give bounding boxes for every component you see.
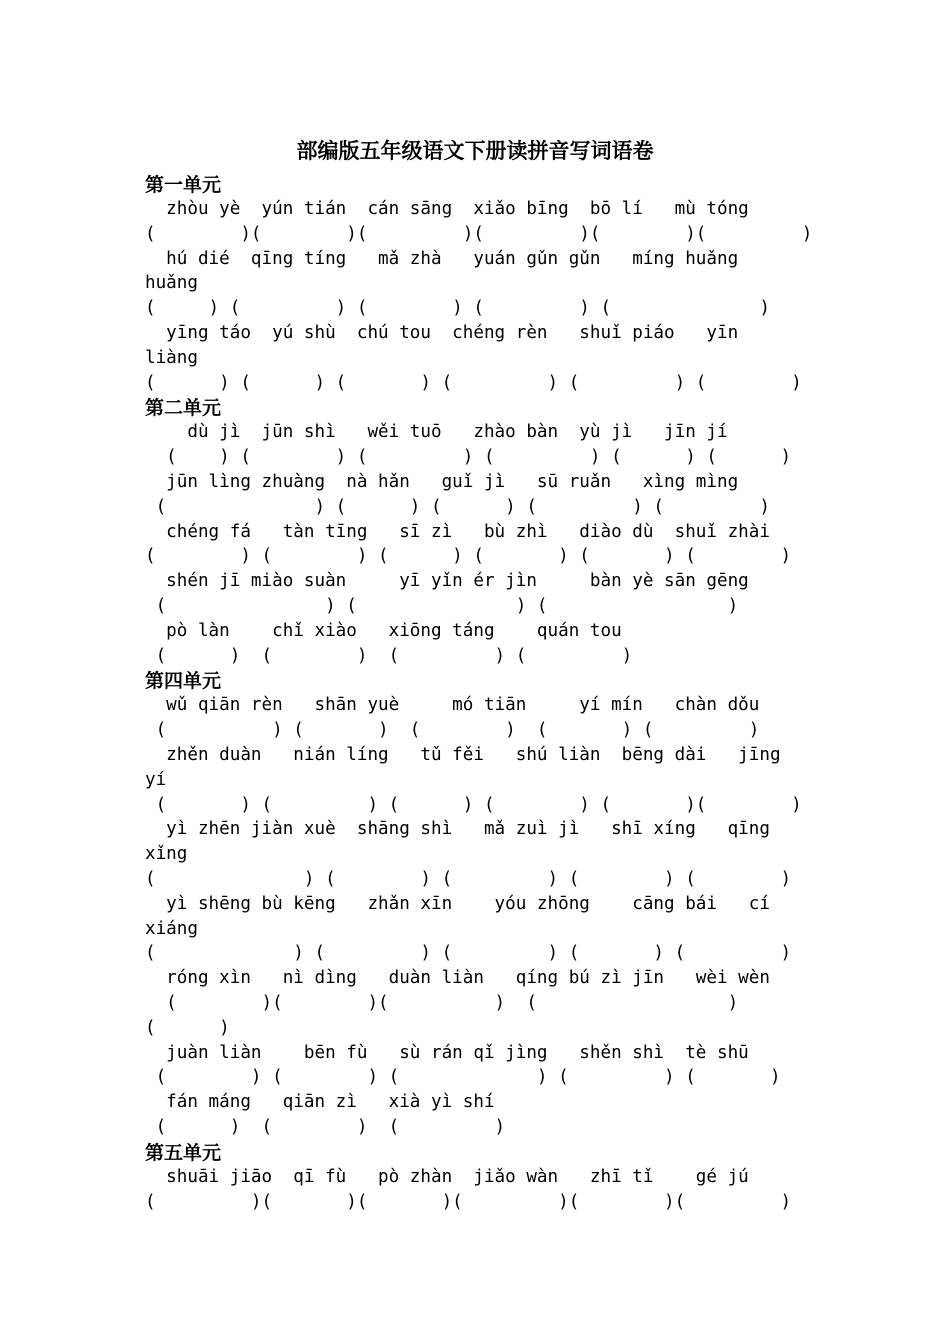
answer-blanks-row: ( )( )( )( )( )( ) <box>145 1191 792 1212</box>
pinyin-row: yì shēng bù kēng zhǎn xīn yóu zhōng cāng bái cí <box>145 893 770 914</box>
section-heading: 第四单元 <box>145 670 222 693</box>
answer-blanks-row: ( ) ( ) ( ) ( ) ( ) <box>145 869 792 889</box>
answer-blanks-row: ( ) ( ) ( ) <box>145 596 739 616</box>
pinyin-row: fán máng qiān zì xià yì shí <box>145 1092 495 1113</box>
pinyin-row: hú dié qīng tíng mǎ zhà yuán gǔn gǔn míng huǎng <box>145 248 739 269</box>
answer-blanks-row: ( ) ( ) ( ) ( ) ( ) <box>145 496 770 517</box>
answer-blanks-row: ( ) ( ) ( ) ( ) ( ) <box>145 298 770 319</box>
section-heading: 第二单元 <box>145 397 222 420</box>
pinyin-row: dù jì jūn shì wěi tuō zhào bàn yù jì jīn jí <box>145 422 728 443</box>
answer-blanks-row: ( ) ( ) ( ) ( ) ( ) <box>145 943 792 964</box>
section-heading: 第一单元 <box>145 174 222 196</box>
section-heading: 第五单元 <box>145 1141 222 1164</box>
pinyin-row: juàn liàn bēn fù sù rán qǐ jìng shěn shì tè shū <box>145 1042 749 1063</box>
answer-blanks-row: ( )( )( ) ( ) <box>145 993 739 1013</box>
pinyin-row: shuāi jiāo qī fù pò zhàn jiǎo wàn zhī tǐ gé jú <box>145 1166 749 1187</box>
answer-blanks-row: ( ) ( ) ( ) ( ) ( ) ( ) <box>145 546 792 567</box>
answer-blanks-row: ( ) <box>145 1017 230 1038</box>
answer-blanks-row: ( ) ( ) ( ) ( ) ( ) ( ) <box>145 372 802 393</box>
answer-blanks-row: ( ) ( ) ( ) ( ) ( ) <box>145 1067 781 1088</box>
pinyin-row: zhěn duàn nián líng tǔ fěi shú liàn bēng dài jīng <box>145 745 781 765</box>
pinyin-row: yì zhēn jiàn xuè shāng shì mǎ zuì jì shī xíng qīng <box>145 819 770 840</box>
answer-blanks-row: ( ) ( ) ( ) ( ) ( ) <box>145 720 760 741</box>
answer-blanks-row: ( )( )( )( )( )( ) <box>145 223 813 244</box>
pinyin-row: yí <box>145 769 167 790</box>
pinyin-row: yīng táo yú shù chú tou chéng rèn shuǐ piáo yīn <box>145 323 739 343</box>
pinyin-row: liàng <box>145 347 198 368</box>
pinyin-row: zhòu yè yún tián cán sāng xiǎo bīng bō lí mù tóng <box>145 199 749 219</box>
pinyin-row: pò làn chǐ xiào xiōng táng quán tou <box>145 620 622 641</box>
pinyin-row: xiáng <box>145 918 198 939</box>
pinyin-row: huǎng <box>145 273 198 294</box>
page-title: 部编版五年级语文下册读拼音写词语卷 <box>296 139 654 163</box>
answer-blanks-row: ( ) ( ) ( ) ( ) <box>145 645 633 666</box>
answer-blanks-row: ( ) ( ) ( ) ( ) ( )( ) <box>145 794 802 815</box>
pinyin-row: chéng fá tàn tīng sī zì bù zhì diào dù shuǐ zhài <box>145 521 770 542</box>
pinyin-row: róng xìn nì dìng duàn liàn qíng bú zì jīn wèi wèn <box>145 968 770 989</box>
answer-blanks-row: ( ) ( ) ( ) ( ) ( ) ( ) <box>145 447 792 468</box>
pinyin-row: shén jī miào suàn yī yǐn ér jìn bàn yè sān gēng <box>145 571 749 592</box>
answer-blanks-row: ( ) ( ) ( ) <box>145 1117 506 1137</box>
pinyin-row: xǐng <box>145 844 188 865</box>
pinyin-row: jūn lìng zhuàng nà hǎn guǐ jì sū ruǎn xìng mìng <box>145 472 739 492</box>
pinyin-row: wǔ qiān rèn shān yuè mó tiān yí mín chàn dǒu <box>145 695 760 716</box>
